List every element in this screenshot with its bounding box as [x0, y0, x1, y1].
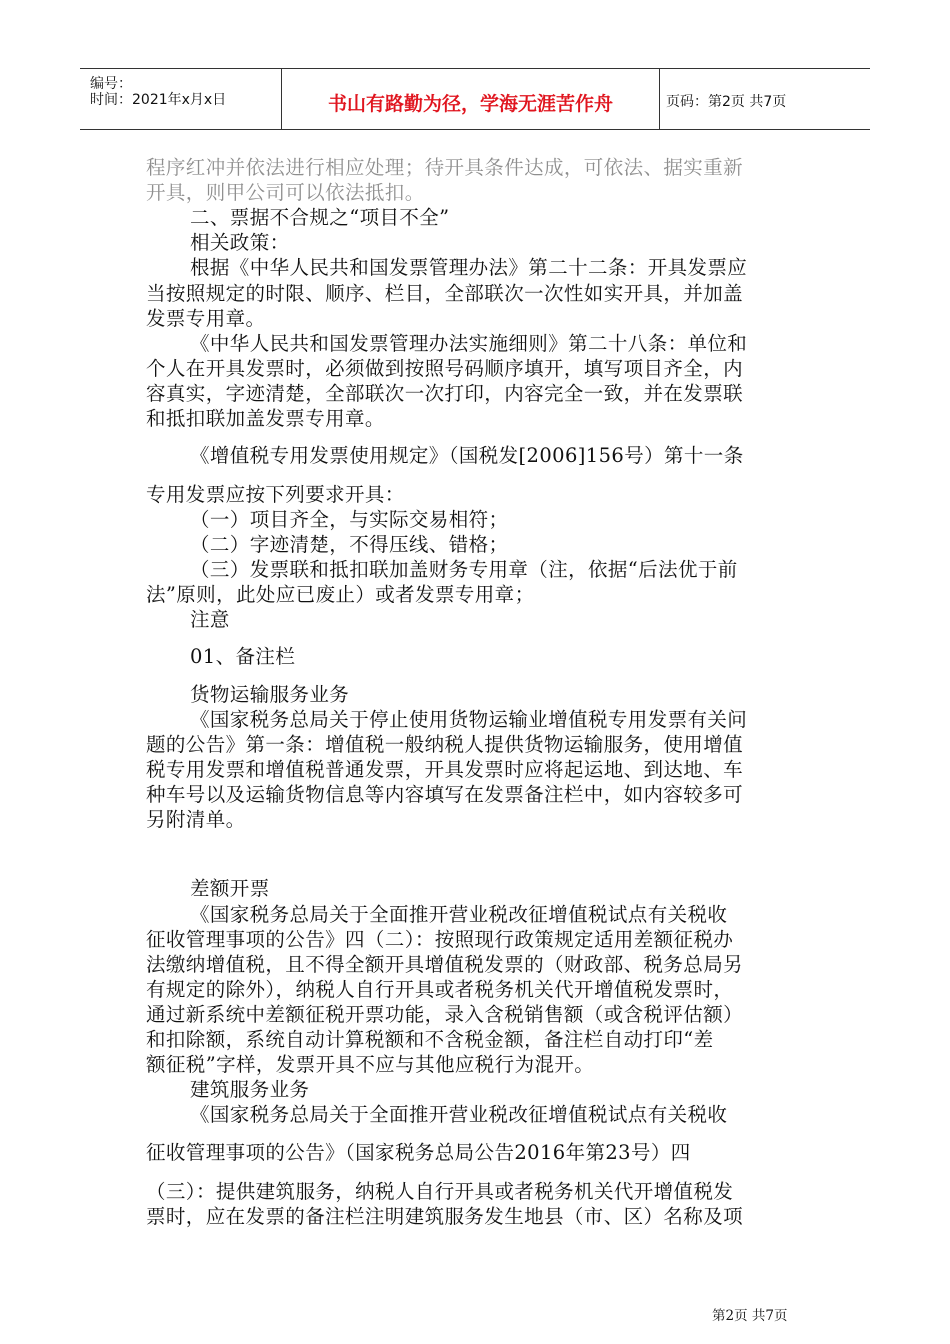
- header-page-cell: [660, 69, 870, 129]
- body-line: 相关政策：: [190, 231, 290, 254]
- list-item: （三）发票联和抵扣联加盖财务专用章（注，依据“后法优于前: [190, 558, 738, 581]
- page-header: [80, 68, 870, 130]
- body-line: 根据《中华人民共和国发票管理办法》第二十二条：开具发票应: [190, 256, 748, 279]
- body-line: 《增值税专用发票使用规定》（国税发[2006]156号）第十一条: [190, 444, 744, 467]
- body-line: 额征税”字样，发票开具不应与其他应税行为混开。: [146, 1053, 595, 1076]
- list-item: 法”原则，此处应已废止）或者发票专用章；: [146, 583, 535, 606]
- list-item: （二）字迹清楚，不得压线、错格；: [190, 533, 509, 556]
- page-footer: 第2页 共7页: [712, 1308, 788, 1324]
- subsection-heading: 货物运输服务业务: [190, 683, 350, 706]
- header-motto: 书山有路勤为径，学海无涯苦作舟: [327, 93, 613, 115]
- body-line: 和抵扣联加盖发票专用章。: [146, 407, 385, 430]
- body-line: 征收管理事项的公告》四（二）：按照现行政策规定适用差额征税办: [146, 928, 734, 951]
- body-line: 种车号以及运输货物信息等内容填写在发票备注栏中，如内容较多可: [146, 783, 744, 806]
- body-line: 通过新系统中差额征税开票功能，录入含税销售额（或含税评估额）: [146, 1003, 744, 1026]
- section-heading: 二、票据不合规之“项目不全”: [190, 206, 450, 229]
- body-line: 征收管理事项的公告》（国家税务总局公告2016年第23号）四: [146, 1141, 691, 1164]
- body-line: 税专用发票和增值税普通发票，开具发票时应将起运地、到达地、车: [146, 758, 744, 781]
- header-motto-cell: [282, 69, 660, 129]
- subsection-heading: 建筑服务业务: [190, 1078, 310, 1101]
- body-line: （三）：提供建筑服务，纳税人自行开具或者税务机关代开增值税发: [146, 1180, 734, 1203]
- body-line: 票时，应在发票的备注栏注明建筑服务发生地县（市、区）名称及项: [146, 1205, 744, 1228]
- list-item: （一）项目齐全，与实际交易相符；: [190, 508, 509, 531]
- body-line: 专用发票应按下列要求开具：: [146, 483, 405, 506]
- body-line: 和扣除额，系统自动计算税额和不含税金额，备注栏自动打印“差: [146, 1028, 714, 1051]
- body-line: 有规定的除外），纳税人自行开具或者税务机关代开增值税发票时，: [146, 978, 734, 1001]
- body-line: 法缴纳增值税，且不得全额开具增值税发票的（财政部、税务总局另: [146, 953, 744, 976]
- body-line: 《国家税务总局关于全面推开营业税改征增值税试点有关税收: [190, 903, 728, 926]
- body-line: 《国家税务总局关于停止使用货物运输业增值税专用发票有关问: [190, 708, 748, 731]
- document-time-label: 时间：2021年x月x日: [90, 92, 227, 108]
- section-heading: 注意: [190, 608, 230, 631]
- document-number-label: 编号：: [90, 76, 132, 92]
- body-line: 另附清单。: [146, 808, 246, 831]
- section-heading: 01、备注栏: [190, 645, 296, 668]
- body-line: 《中华人民共和国发票管理办法实施细则》第二十八条：单位和: [190, 332, 748, 355]
- body-line: 容真实，字迹清楚，全部联次一次打印，内容完全一致，并在发票联: [146, 382, 744, 405]
- body-line: 个人在开具发票时，必须做到按照号码顺序填开，填写项目齐全，内: [146, 357, 744, 380]
- body-line: 程序红冲并依法进行相应处理；待开具条件达成，可依法、据实重新: [146, 156, 744, 179]
- body-line: 《国家税务总局关于全面推开营业税改征增值税试点有关税收: [190, 1103, 728, 1126]
- header-info-cell: [80, 69, 282, 129]
- body-line: 开具，则甲公司可以依法抵扣。: [146, 181, 425, 204]
- body-line: 发票专用章。: [146, 307, 266, 330]
- body-line: 当按照规定的时限、顺序、栏目，全部联次一次性如实开具，并加盖: [146, 282, 744, 305]
- subsection-heading: 差额开票: [190, 877, 270, 900]
- body-line: 题的公告》第一条：增值税一般纳税人提供货物运输服务，使用增值: [146, 733, 744, 756]
- header-page-number: 页码：第2页 共7页: [666, 94, 787, 110]
